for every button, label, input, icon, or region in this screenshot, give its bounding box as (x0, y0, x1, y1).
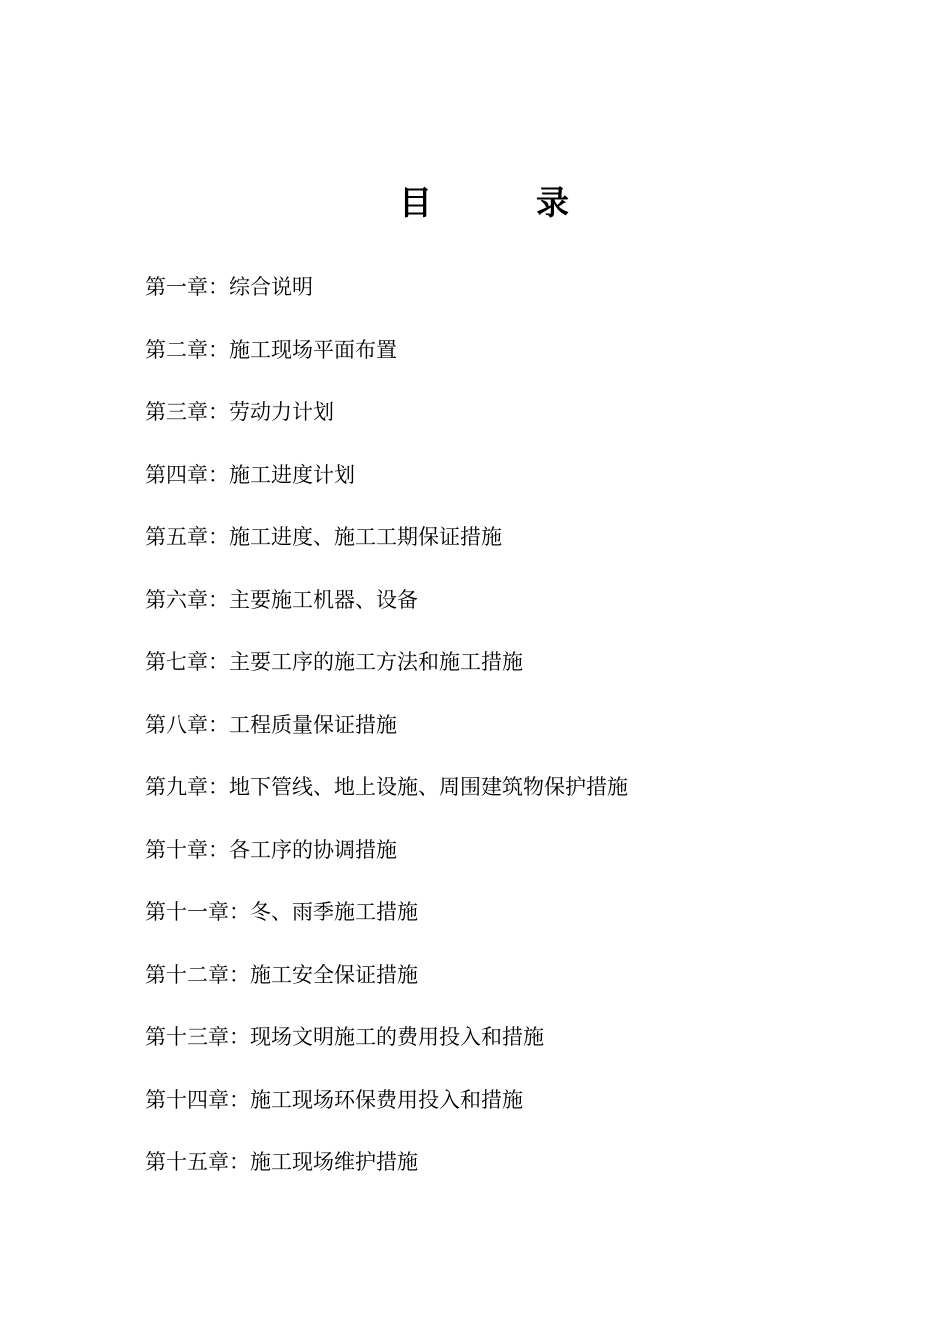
toc-item-3: 第三章：劳动力计划 (145, 400, 334, 424)
toc-item-11: 第十一章：冬、雨季施工措施 (145, 900, 418, 924)
toc-item-13: 第十三章：现场文明施工的费用投入和措施 (145, 1025, 544, 1049)
toc-item-10: 第十章：各工序的协调措施 (145, 837, 397, 862)
page-title (0, 176, 950, 230)
title-char-1: 目 (399, 183, 432, 222)
toc-item-2: 第二章：施工现场平面布置 (145, 337, 397, 362)
title-char-2: 录 (536, 183, 569, 222)
toc-item-5: 第五章：施工进度、施工工期保证措施 (145, 525, 502, 549)
table-of-contents (145, 268, 845, 1206)
toc-item-8: 第八章：工程质量保证措施 (145, 712, 397, 737)
toc-item-1: 第一章：综合说明 (145, 275, 313, 299)
toc-item-14: 第十四章：施工现场环保费用投入和措施 (145, 1087, 523, 1112)
toc-item-6: 第六章：主要施工机器、设备 (145, 587, 418, 612)
toc-item-9: 第九章：地下管线、地上设施、周围建筑物保护措施 (145, 775, 628, 799)
toc-item-12: 第十二章：施工安全保证措施 (145, 962, 418, 987)
toc-item-4: 第四章：施工进度计划 (145, 462, 355, 487)
toc-item-15: 第十五章：施工现场维护措施 (145, 1150, 418, 1174)
toc-item-7: 第七章：主要工序的施工方法和施工措施 (145, 650, 523, 674)
